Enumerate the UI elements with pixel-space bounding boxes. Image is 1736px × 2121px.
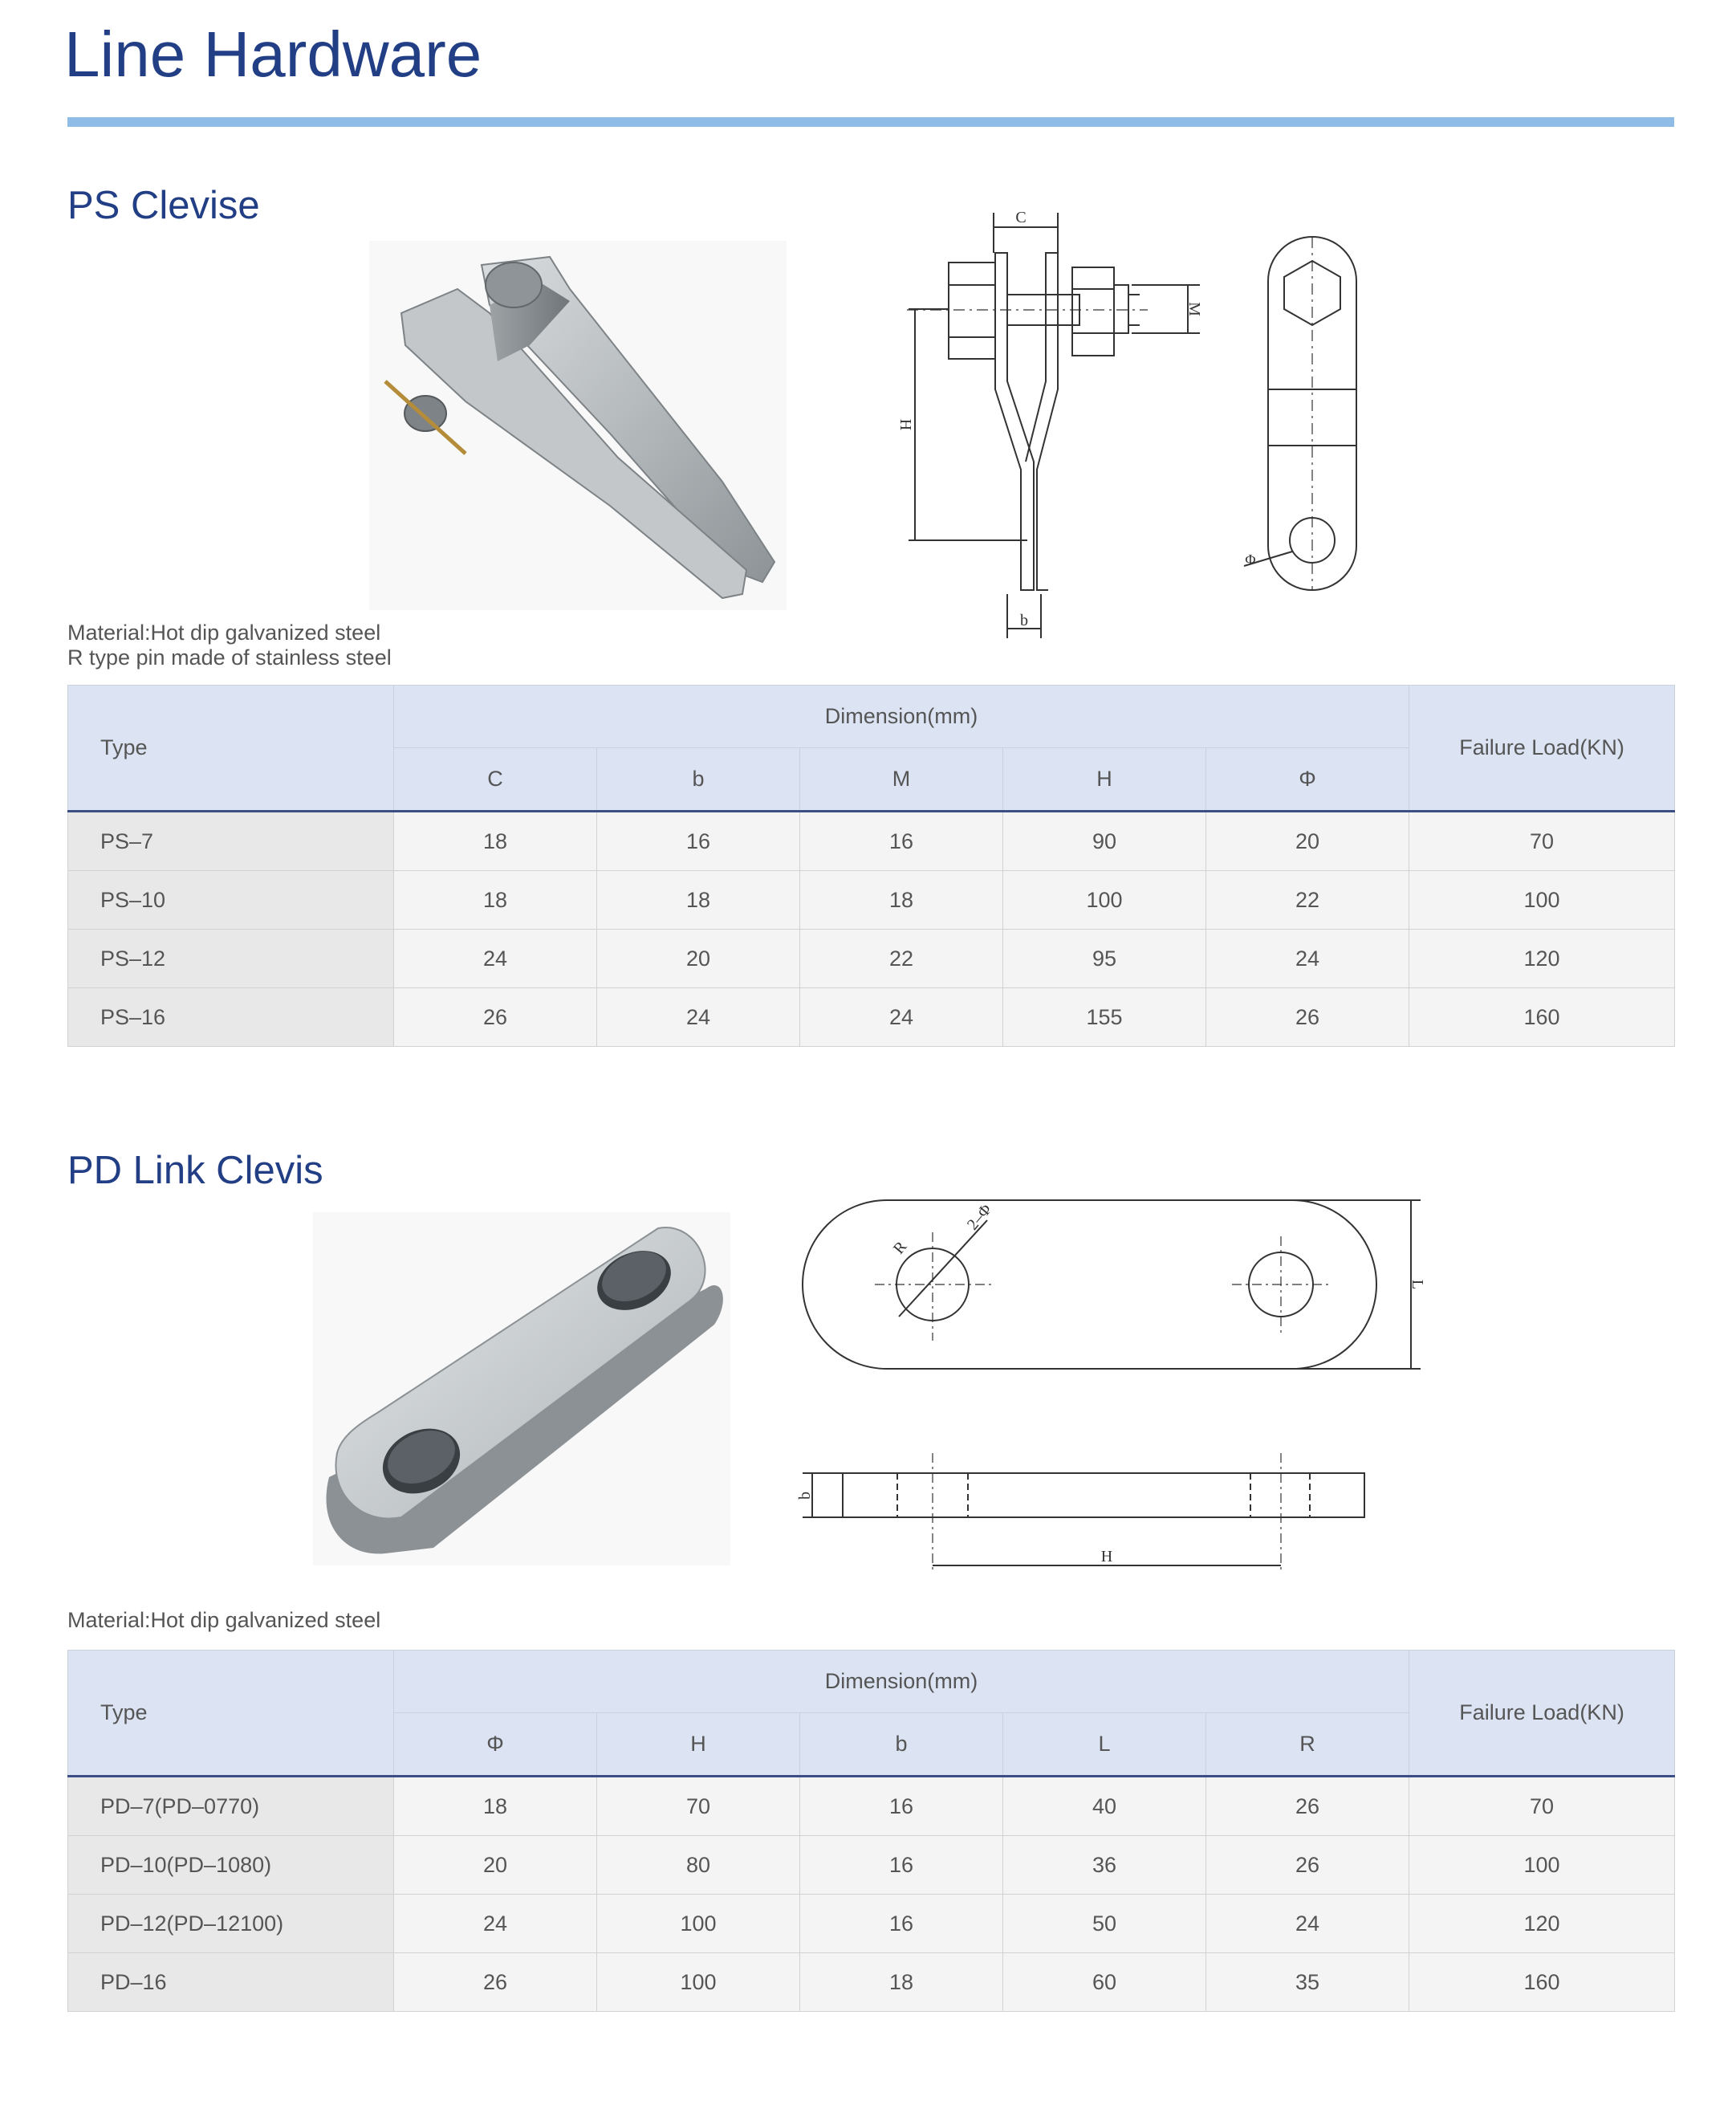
value-cell: 20 xyxy=(597,930,800,988)
pd-type-header: Type xyxy=(68,1651,394,1777)
ps-type-header: Type xyxy=(68,686,394,812)
page-title: Line Hardware xyxy=(64,18,482,90)
value-cell: 20 xyxy=(1206,812,1409,871)
value-cell: 22 xyxy=(800,930,1003,988)
ps-col-header: Φ xyxy=(1206,748,1409,812)
table-row xyxy=(68,871,1675,930)
ps-failure-header: Failure Load(KN) xyxy=(1409,686,1675,812)
type-cell: PS–16 xyxy=(68,988,394,1047)
load-cell: 70 xyxy=(1409,812,1675,871)
value-cell: 95 xyxy=(1003,930,1206,988)
pd-material-note: Material:Hot dip galvanized steel xyxy=(67,1608,381,1632)
load-cell: 70 xyxy=(1409,1777,1675,1836)
ps-col-header: M xyxy=(800,748,1003,812)
pd-dim-phi-label: 2–Φ xyxy=(963,1200,995,1234)
value-cell: 26 xyxy=(394,988,597,1047)
value-cell: 26 xyxy=(1206,1836,1409,1895)
value-cell: 24 xyxy=(800,988,1003,1047)
ps-clevis-photo xyxy=(369,241,787,610)
pd-link-drawing xyxy=(795,1188,1437,1590)
type-cell: PS–12 xyxy=(68,930,394,988)
value-cell: 90 xyxy=(1003,812,1206,871)
ps-spec-table xyxy=(67,685,1675,1047)
type-cell: PS–10 xyxy=(68,871,394,930)
load-cell: 160 xyxy=(1409,1953,1675,2012)
load-cell: 120 xyxy=(1409,1895,1675,1953)
value-cell: 16 xyxy=(597,812,800,871)
pd-col-header: Φ xyxy=(394,1713,597,1777)
value-cell: 18 xyxy=(394,871,597,930)
table-row xyxy=(68,1777,1675,1836)
title-rule xyxy=(67,117,1674,127)
ps-material-line-2: R type pin made of stainless steel xyxy=(67,645,392,670)
value-cell: 50 xyxy=(1003,1895,1206,1953)
pd-dim-b-label: b xyxy=(796,1492,814,1500)
pd-spec-table xyxy=(67,1650,1675,2012)
value-cell: 100 xyxy=(1003,871,1206,930)
value-cell: 16 xyxy=(800,812,1003,871)
value-cell: 100 xyxy=(597,1895,800,1953)
ps-dim-m-label: M xyxy=(1185,302,1203,316)
table-row xyxy=(68,1895,1675,1953)
value-cell: 100 xyxy=(597,1953,800,2012)
value-cell: 36 xyxy=(1003,1836,1206,1895)
value-cell: 18 xyxy=(800,1953,1003,2012)
type-cell: PD–16 xyxy=(68,1953,394,2012)
ps-section-title: PS Clevise xyxy=(67,184,260,227)
value-cell: 24 xyxy=(394,1895,597,1953)
value-cell: 70 xyxy=(597,1777,800,1836)
ps-col-header: H xyxy=(1003,748,1206,812)
ps-col-header: b xyxy=(597,748,800,812)
pd-failure-header: Failure Load(KN) xyxy=(1409,1651,1675,1777)
load-cell: 100 xyxy=(1409,871,1675,930)
type-cell: PD–7(PD–0770) xyxy=(68,1777,394,1836)
value-cell: 18 xyxy=(394,1777,597,1836)
load-cell: 160 xyxy=(1409,988,1675,1047)
ps-col-header: C xyxy=(394,748,597,812)
type-cell: PD–10(PD–1080) xyxy=(68,1836,394,1895)
pd-link-photo xyxy=(313,1212,730,1565)
ps-dim-c-label: C xyxy=(1015,209,1027,226)
table-row xyxy=(68,812,1675,871)
value-cell: 20 xyxy=(394,1836,597,1895)
pd-section-title: PD Link Clevis xyxy=(67,1149,323,1192)
ps-dimension-header: Dimension(mm) xyxy=(394,686,1409,748)
type-cell: PS–7 xyxy=(68,812,394,871)
value-cell: 35 xyxy=(1206,1953,1409,2012)
value-cell: 60 xyxy=(1003,1953,1206,2012)
value-cell: 22 xyxy=(1206,871,1409,930)
value-cell: 26 xyxy=(1206,1777,1409,1836)
value-cell: 18 xyxy=(394,812,597,871)
value-cell: 24 xyxy=(1206,930,1409,988)
value-cell: 24 xyxy=(597,988,800,1047)
ps-material-line-1: Material:Hot dip galvanized steel xyxy=(67,621,381,645)
value-cell: 18 xyxy=(800,871,1003,930)
value-cell: 24 xyxy=(1206,1895,1409,1953)
value-cell: 26 xyxy=(1206,988,1409,1047)
pd-col-header: b xyxy=(800,1713,1003,1777)
ps-dim-phi-label: Φ xyxy=(1245,552,1256,568)
value-cell: 26 xyxy=(394,1953,597,2012)
ps-dim-b-label: b xyxy=(1020,612,1028,629)
value-cell: 16 xyxy=(800,1895,1003,1953)
ps-material-note xyxy=(67,621,392,670)
value-cell: 40 xyxy=(1003,1777,1206,1836)
table-row xyxy=(68,988,1675,1047)
value-cell: 24 xyxy=(394,930,597,988)
value-cell: 18 xyxy=(597,871,800,930)
pd-dim-h-label: H xyxy=(1100,1548,1113,1565)
pd-dim-r-label: R xyxy=(889,1238,911,1258)
load-cell: 100 xyxy=(1409,1836,1675,1895)
load-cell: 120 xyxy=(1409,930,1675,988)
pd-col-header: L xyxy=(1003,1713,1206,1777)
pd-dimension-header: Dimension(mm) xyxy=(394,1651,1409,1713)
type-cell: PD–12(PD–12100) xyxy=(68,1895,394,1953)
pd-col-header: R xyxy=(1206,1713,1409,1777)
ps-dim-h-label: H xyxy=(896,418,914,431)
pd-dim-l-label: L xyxy=(1409,1279,1426,1290)
value-cell: 80 xyxy=(597,1836,800,1895)
table-row xyxy=(68,1836,1675,1895)
table-row xyxy=(68,930,1675,988)
value-cell: 155 xyxy=(1003,988,1206,1047)
value-cell: 16 xyxy=(800,1777,1003,1836)
ps-clevis-drawing xyxy=(891,205,1388,646)
value-cell: 16 xyxy=(800,1836,1003,1895)
table-row xyxy=(68,1953,1675,2012)
pd-col-header: H xyxy=(597,1713,800,1777)
